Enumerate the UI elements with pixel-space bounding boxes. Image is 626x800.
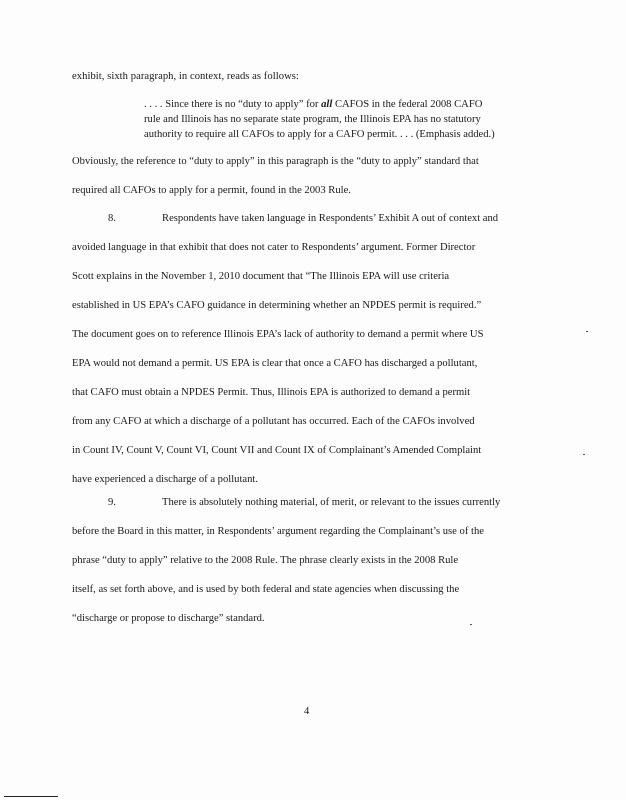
paragraph-9 — [72, 496, 552, 641]
quote-line-1-post: CAFOS in the federal 2008 CAFO — [332, 99, 483, 110]
para9-line: itself, as set forth above, and is used by both federal and state agencies when discussing the — [72, 584, 460, 595]
para9-line: phrase “duty to apply” relative to the 2008 Rule. The phrase clearly exists in the 2008 Rule — [72, 555, 459, 566]
after-quote-line-2: required all CAFOs to apply for a permit, found in the 2003 Rule. — [72, 185, 351, 196]
scan-speck — [470, 624, 472, 625]
para8-line: established in US EPA’s CAFO guidance in determining whether an NPDES permit is required.” — [72, 300, 482, 311]
para8-first-text: Respondents have taken language in Respondents’ Exhibit A out of context and — [162, 213, 499, 224]
para8-number: 8. — [108, 213, 116, 224]
scan-speck — [583, 454, 585, 455]
para8-line: Scott explains in the November 1, 2010 document that “The Illinois EPA will use criteria — [72, 271, 450, 282]
page-number: 4 — [304, 706, 310, 717]
para8-line: EPA would not demand a permit. US EPA is clear that once a CAFO has discharged a pollutant, — [72, 358, 478, 369]
para8-first-line — [72, 212, 552, 241]
footer-rule — [4, 796, 58, 797]
para9-first-text: There is absolutely nothing material, of merit, or relevant to the issues currently — [162, 497, 501, 508]
quote-line-1-pre: . . . . Since there is no “duty to apply” for — [144, 99, 322, 110]
block-quote — [144, 98, 544, 143]
intro-line: exhibit, sixth paragraph, in context, reads as follows: — [72, 71, 299, 82]
quote-line-1 — [144, 98, 544, 113]
para9-line: before the Board in this matter, in Respondents’ argument regarding the Complainant’s use of the — [72, 526, 484, 537]
quote-line-2: rule and Illinois has no separate state program, the Illinois EPA has no statutory — [144, 114, 481, 125]
para8-line: that CAFO must obtain a NPDES Permit. Thus, Illinois EPA is authorized to demand a permit — [72, 387, 471, 398]
para8-line: have experienced a discharge of a pollutant. — [72, 474, 258, 485]
para9-line: “discharge or propose to discharge” standard. — [72, 613, 265, 624]
para8-line: from any CAFO at which a discharge of a pollutant has occurred. Each of the CAFOs involved — [72, 416, 475, 427]
para8-line: in Count IV, Count V, Count VI, Count VII and Count IX of Complainant’s Amended Complaint — [72, 445, 482, 456]
scan-speck — [586, 331, 588, 332]
after-quote-text — [72, 155, 552, 213]
para8-line: avoided language in that exhibit that does not cater to Respondents’ argument. Former Director — [72, 242, 476, 253]
quote-line-3: authority to require all CAFOs to apply for a CAFO permit. . . . (Emphasis added.) — [144, 129, 495, 140]
quote-emphasis: all — [321, 99, 333, 110]
after-quote-line-1: Obviously, the reference to “duty to apply” in this paragraph is the “duty to apply” standard that — [72, 156, 479, 167]
para9-first-line — [72, 496, 552, 525]
para8-line: The document goes on to reference Illinois EPA’s lack of authority to demand a permit where US — [72, 329, 484, 340]
para9-number: 9. — [108, 497, 116, 508]
paragraph-8 — [72, 212, 552, 502]
